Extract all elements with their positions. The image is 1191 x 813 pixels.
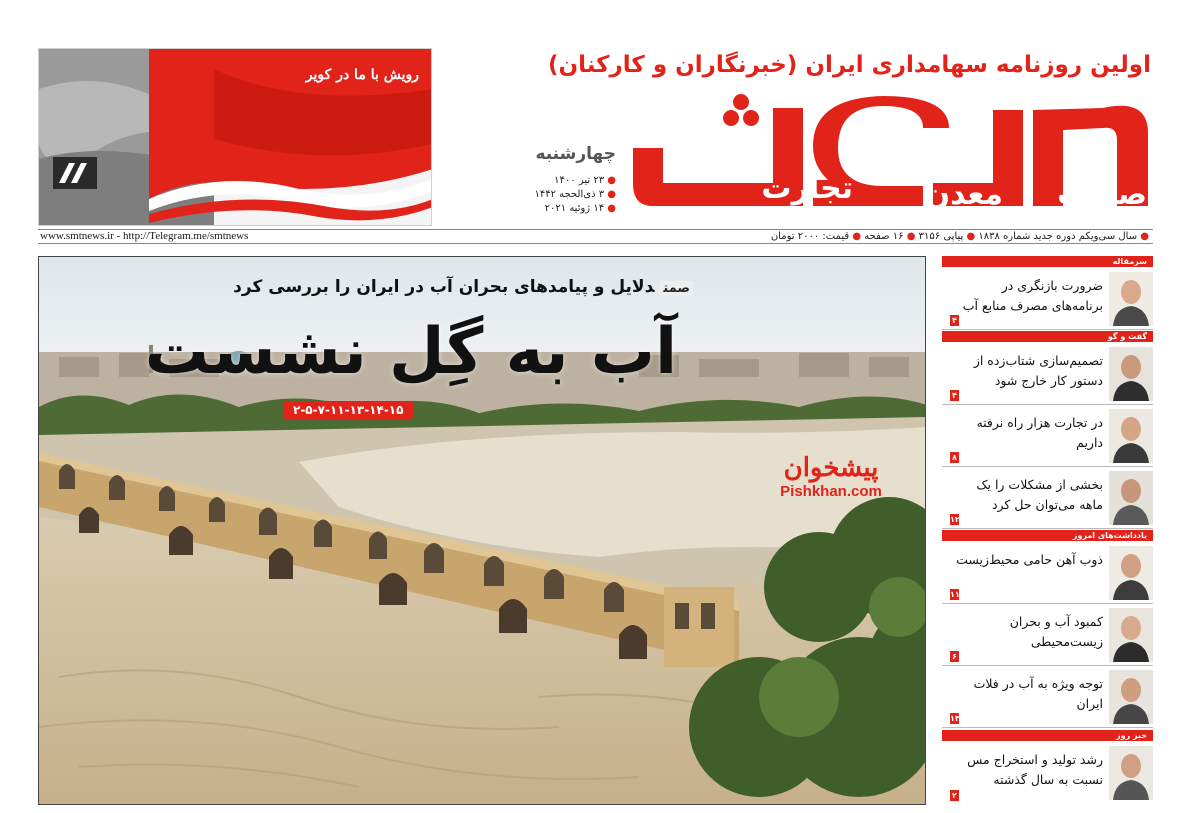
sidebar-item-text: بخشی از مشکلات را یک ماهه می‌توان حل کرد <box>976 477 1103 512</box>
page-number-badge: ۱۲ <box>950 515 960 524</box>
author-photo <box>1109 608 1153 662</box>
web-links[interactable]: www.smtnews.ir - http://Telegram.me/smtnews <box>40 230 249 242</box>
kicker-brand: صمت <box>660 281 693 296</box>
section-notes: یادداشت‌های امروز <box>942 530 1153 541</box>
sidebar-item[interactable] <box>942 742 1153 804</box>
author-photo <box>1109 471 1153 525</box>
author-photo <box>1109 746 1153 800</box>
page-number-badge: ۴ <box>950 315 959 326</box>
date-block <box>436 144 616 216</box>
logo-word-mine: معدن <box>924 177 1003 212</box>
issue-info-bar <box>38 229 1153 244</box>
date-hijri: ● ۳ ذی‌الحجه ۱۴۴۲ <box>534 189 616 200</box>
sidebar-item-text: تصمیم‌سازی شتاب‌زده از دستور کار خارج شود <box>973 353 1103 388</box>
date-persian: ● ۲۳ تیر ۱۴۰۰ <box>554 175 616 186</box>
author-photo <box>1109 546 1153 600</box>
story-pages-tag: ۲-۵-۷-۱۱-۱۳-۱۴-۱۵ <box>283 401 413 419</box>
sidebar-headlines <box>942 256 1153 805</box>
sidebar-item[interactable] <box>942 343 1153 405</box>
issue-details: ● سال سی‌ویکم دوره جدید شماره ۱۸۳۸ ● پیاپی ۳۱۵۶ ● ۱۶ صفحه ● قیمت: ۲۰۰۰ تومان <box>770 231 1149 242</box>
story-kicker: صمتدلایل و پیامدهای بحران آب در ایران را بررسی کرد <box>233 277 693 297</box>
serial-text: پیاپی ۳۱۵۶ <box>918 231 964 242</box>
price-text: قیمت: ۲۰۰۰ تومان <box>770 231 850 242</box>
page-number-badge: ۴ <box>950 390 959 401</box>
sidebar-item[interactable] <box>942 268 1153 330</box>
sidebar-item[interactable] <box>942 467 1153 529</box>
author-photo <box>1109 347 1153 401</box>
logo-word-industry: صنعت <box>1057 177 1147 212</box>
author-photo <box>1109 670 1153 724</box>
sidebar-item-text: کمبود آب و بحران زیست‌محیطی <box>1009 614 1103 649</box>
section-news-of-day: خبر روز <box>942 730 1153 741</box>
sidebar-item-text: در تجارت هزار راه نرفته داریم <box>976 415 1103 450</box>
edition-text: سال سی‌ویکم دوره جدید شماره ۱۸۳۸ <box>978 231 1138 242</box>
sidebar-item[interactable] <box>942 666 1153 728</box>
watermark-fa: پیشخوان <box>783 453 879 483</box>
page-number-badge: ۱۴ <box>950 714 960 723</box>
sidebar-item-text: توجه ویژه به آب در فلات ایران <box>973 676 1103 711</box>
pishkhan-watermark <box>771 453 891 500</box>
day-name: چهارشنبه <box>535 144 616 164</box>
date-gregorian: ● ۱۴ ژوئیه ۲۰۲۱ <box>544 203 616 214</box>
author-photo <box>1109 272 1153 326</box>
newspaper-logo <box>633 88 1153 226</box>
watermark-en: Pishkhan.com <box>780 483 882 500</box>
sidebar-item[interactable] <box>942 405 1153 467</box>
advertisement-banner[interactable] <box>38 48 432 226</box>
sidebar-item[interactable] <box>942 542 1153 604</box>
sidebar-item-text: ذوب آهن حامی محیط‌زیست <box>956 552 1103 567</box>
page-number-badge: ۸ <box>950 452 959 463</box>
sidebar-item-text: ضرورت بازنگری در برنامه‌های مصرف منابع آب <box>962 278 1103 313</box>
sidebar-item[interactable] <box>942 604 1153 666</box>
story-headline[interactable]: آب به گِل نشست <box>144 315 677 389</box>
masthead-tagline: اولین روزنامه سهامداری ایران (خبرنگاران و کارکنان) <box>548 52 1151 78</box>
page-number-badge: ۱۱ <box>950 590 960 599</box>
author-photo <box>1109 409 1153 463</box>
page-number-badge: ۲ <box>950 790 959 801</box>
ad-slogan: رویش با ما در کویر <box>305 67 419 83</box>
logo-word-trade: تجارت <box>761 171 853 206</box>
section-editorial: سرمقاله <box>942 256 1153 267</box>
main-story-photo[interactable] <box>38 256 926 805</box>
sidebar-item-text: رشد تولید و استخراج مس نسبت به سال گذشته <box>967 752 1103 787</box>
section-interview: گفت و گو <box>942 331 1153 342</box>
pages-text: ۱۶ صفحه <box>864 231 904 242</box>
page-number-badge: ۶ <box>950 651 959 662</box>
